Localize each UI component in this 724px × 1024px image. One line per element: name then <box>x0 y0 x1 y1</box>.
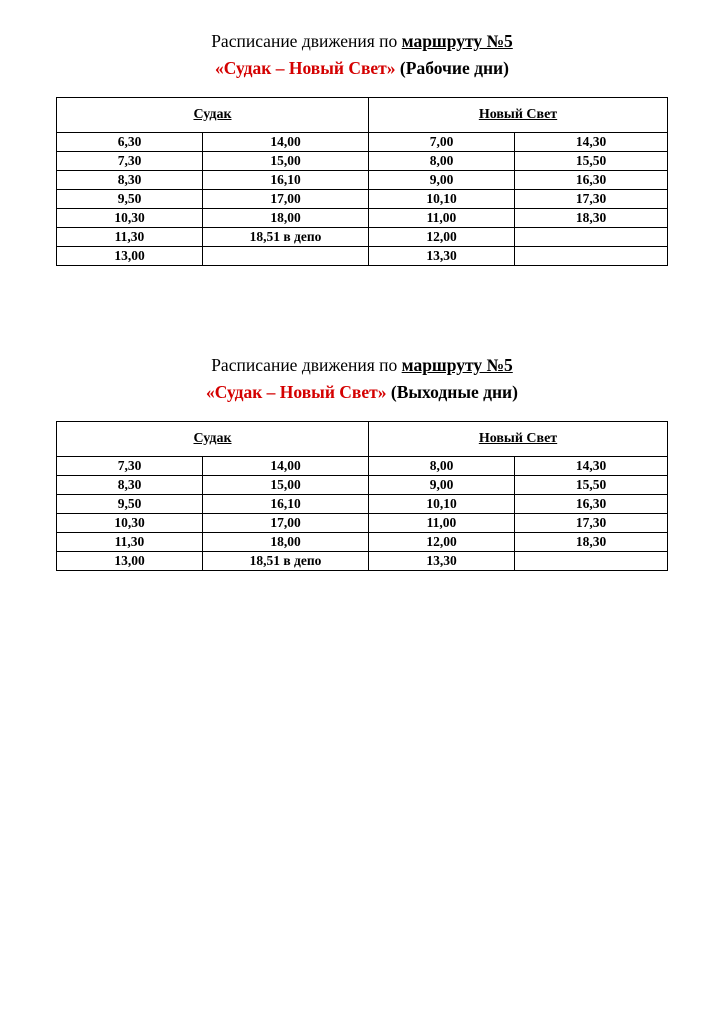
time-cell: 16,10 <box>203 495 369 514</box>
column-header-sudak <box>57 98 369 133</box>
table-row <box>57 495 668 514</box>
time-cell: 9,00 <box>369 476 515 495</box>
table-row <box>57 457 668 476</box>
table-row <box>57 514 668 533</box>
time-cell: 8,00 <box>369 457 515 476</box>
table-row <box>57 171 668 190</box>
schedule-subtitle-weekends <box>0 382 724 403</box>
schedule-block-weekends <box>0 266 724 571</box>
time-cell: 8,00 <box>369 152 515 171</box>
time-cell: 11,00 <box>369 209 515 228</box>
time-cell: 17,30 <box>515 190 668 209</box>
time-cell: 11,00 <box>369 514 515 533</box>
title-route: маршруту №5 <box>401 31 513 51</box>
time-cell: 15,00 <box>203 476 369 495</box>
time-cell: 11,30 <box>57 533 203 552</box>
table-row <box>57 152 668 171</box>
table-row <box>57 247 668 266</box>
table-row <box>57 190 668 209</box>
time-cell: 14,00 <box>203 133 369 152</box>
table-row <box>57 476 668 495</box>
time-cell: 10,10 <box>369 190 515 209</box>
time-cell: 17,00 <box>203 514 369 533</box>
title-route: маршруту №5 <box>401 355 513 375</box>
time-cell: 13,00 <box>57 247 203 266</box>
time-cell: 10,30 <box>57 209 203 228</box>
time-cell-empty <box>515 228 668 247</box>
time-cell: 14,00 <box>203 457 369 476</box>
time-cell: 7,30 <box>57 457 203 476</box>
table-header-row <box>57 422 668 457</box>
time-cell: 7,30 <box>57 152 203 171</box>
time-cell: 13,30 <box>369 552 515 571</box>
time-cell: 14,30 <box>515 457 668 476</box>
column-header-label: Судак <box>193 107 232 122</box>
time-cell: 8,30 <box>57 171 203 190</box>
time-cell-depot: 18,51 в депо <box>203 552 369 571</box>
time-cell-empty <box>515 247 668 266</box>
time-cell: 9,50 <box>57 495 203 514</box>
time-cell: 11,30 <box>57 228 203 247</box>
time-cell: 15,00 <box>203 152 369 171</box>
time-cell: 9,50 <box>57 190 203 209</box>
schedule-block-weekdays <box>0 0 724 266</box>
schedule-table-weekends <box>56 421 668 571</box>
column-header-label: Новый Свет <box>478 107 558 122</box>
time-cell: 18,00 <box>203 209 369 228</box>
column-header-label: Судак <box>193 431 232 446</box>
time-cell: 18,30 <box>515 209 668 228</box>
schedule-table-weekdays <box>56 97 668 266</box>
time-cell: 13,00 <box>57 552 203 571</box>
subtitle-route-name: «Судак – Новый Свет» <box>206 382 387 402</box>
time-cell: 12,00 <box>369 228 515 247</box>
table-row <box>57 133 668 152</box>
table-header-row <box>57 98 668 133</box>
title-prefix: Расписание движения по <box>211 355 402 375</box>
time-cell: 16,30 <box>515 171 668 190</box>
time-cell: 16,10 <box>203 171 369 190</box>
time-cell: 10,10 <box>369 495 515 514</box>
time-cell-depot: 18,51 в депо <box>203 228 369 247</box>
table-row <box>57 228 668 247</box>
subtitle-route-name: «Судак – Новый Свет» <box>215 58 396 78</box>
time-cell: 14,30 <box>515 133 668 152</box>
table-row <box>57 533 668 552</box>
column-header-sudak <box>57 422 369 457</box>
time-cell: 12,00 <box>369 533 515 552</box>
time-cell: 7,00 <box>369 133 515 152</box>
subtitle-day-type: (Выходные дни) <box>386 382 518 402</box>
time-cell: 10,30 <box>57 514 203 533</box>
time-cell-empty <box>203 247 369 266</box>
time-cell: 17,30 <box>515 514 668 533</box>
schedule-title-weekends <box>0 355 724 376</box>
title-prefix: Расписание движения по <box>211 31 402 51</box>
time-cell: 6,30 <box>57 133 203 152</box>
time-cell: 16,30 <box>515 495 668 514</box>
schedule-title-weekdays <box>0 31 724 52</box>
time-cell: 18,30 <box>515 533 668 552</box>
schedule-subtitle-weekdays <box>0 58 724 79</box>
time-cell: 8,30 <box>57 476 203 495</box>
time-cell: 15,50 <box>515 476 668 495</box>
time-cell-empty <box>515 552 668 571</box>
time-cell: 13,30 <box>369 247 515 266</box>
table-row <box>57 552 668 571</box>
subtitle-day-type: (Рабочие дни) <box>395 58 509 78</box>
time-cell: 17,00 <box>203 190 369 209</box>
column-header-novyi-svet <box>369 98 668 133</box>
column-header-label: Новый Свет <box>478 431 558 446</box>
table-row <box>57 209 668 228</box>
time-cell: 18,00 <box>203 533 369 552</box>
column-header-novyi-svet <box>369 422 668 457</box>
time-cell: 15,50 <box>515 152 668 171</box>
time-cell: 9,00 <box>369 171 515 190</box>
